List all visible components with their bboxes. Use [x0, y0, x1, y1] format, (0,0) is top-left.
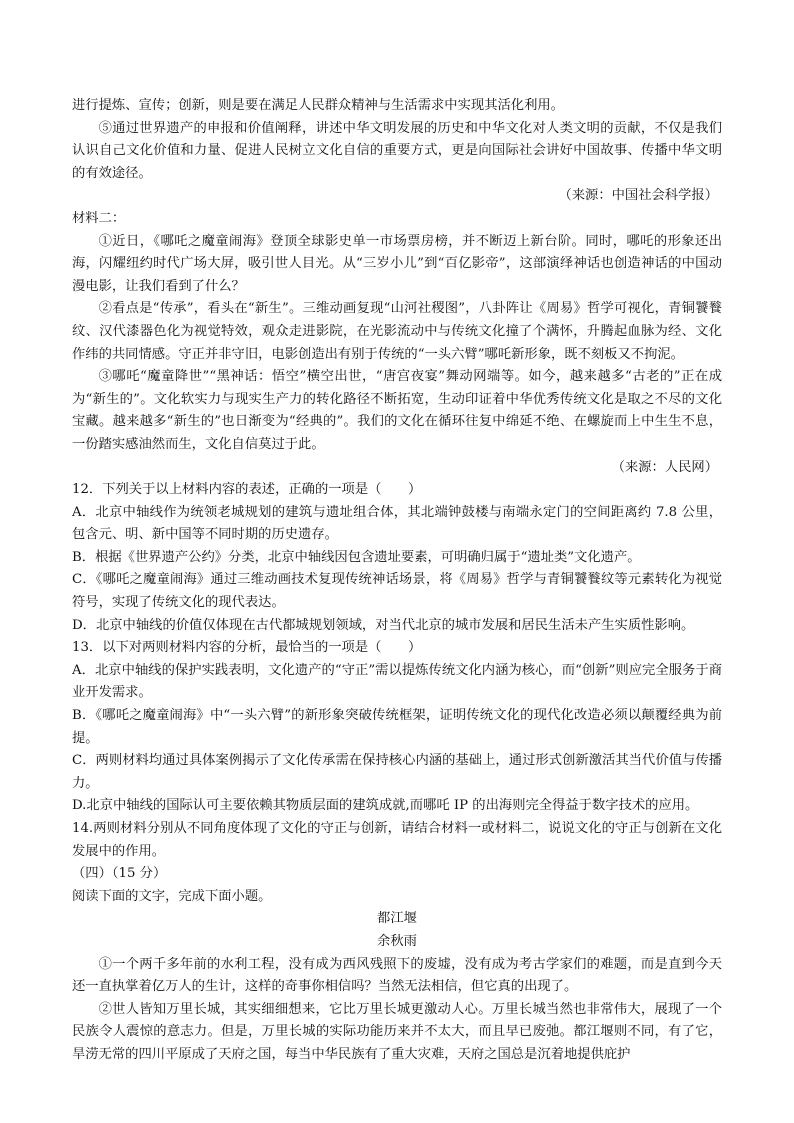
- question-13-option-d: D.北京中轴线的国际认可主要依赖其物质层面的建筑成就,而哪吒 IP 的出海则完全得益于数字技术的应用。: [72, 798, 699, 814]
- material2-paragraph-1: ①近日，《哪吒之魔童闹海》登顶全球影史单一市场票房榜，并不断迈上新台阶。同时，哪吒的形象还出海，闪耀纽约时代广场大屏，吸引世人目光。从“三岁小儿”到“百亿影帝”，这部演绎神话也创造神话的中国动漫电影，让我们看到了什么？: [72, 233, 722, 294]
- material1-paragraph-5: ⑤通过世界遗产的申报和价值阐释，讲述中华文明发展的历史和中华文化对人类文明的贡献，不仅是我们认识自己文化价值和力量、促进人民树立文化自信的重要方式，更是向国际社会讲好中国故事、传播中华文明的有效途径。: [72, 120, 722, 181]
- material2-source: （来源：人民网）: [611, 459, 718, 475]
- material2-paragraph-3: ③哪吒“魔童降世”“黑神话：悟空”横空出世，“唐宫夜宴”舞动网端等。如今，越来越多“古老的”正在成为“新生的”。文化软实力与现实生产力的转化路径不断拓宽，生动印证着中华优秀传统文化是取之不尽的文化宝藏。越来越多“新生的”也日渐变为“经典的”。我们的文化在循环往复中绵延不绝、在螺旋而上中生生不息，一份踏实感油然而生，文化自信莫过于此。: [72, 369, 722, 452]
- question-13-stem: 13．以下对两则材料内容的分析，最恰当的一项是（ ）: [72, 640, 422, 656]
- question-12-stem: 12．下列关于以上材料内容的表述，正确的一项是（ ）: [72, 482, 422, 498]
- question-12-option-d: D．北京中轴线的价值仅体现在古代都城规划领域，对当代北京的城市发展和居民生活未产生实质性影响。: [72, 617, 695, 633]
- material1-source: （来源：中国社会科学报）: [558, 188, 718, 204]
- material2-label: 材料二：: [72, 210, 126, 226]
- question-14-stem: 14.两则材料分别从不同角度体现了文化的守正与创新，请结合材料一或材料二，说说文化的守正与创新在文化发展中的作用。: [72, 821, 722, 859]
- article-paragraph-2: ②世人皆知万里长城，其实细细想来，它比万里长城更激动人心。万里长城当然也非常伟大，展现了一个民族令人震惊的意志力。但是，万里长城的实际功能历来并不太大，而且早已废弛。都江堰则不同，有了它，旱涝无常的四川平原成了天府之国，每当中华民族有了重大灾难，天府之国总是沉着地提供庇护: [72, 1001, 722, 1062]
- article-paragraph-1: ①一个两千多年前的水利工程，没有成为西风残照下的废墟，没有成为考古学家们的难题，而是直到今天还一直执掌着亿万人的生计，这样的奇事你相信吗？当然无法相信，但它真的出现了。: [72, 956, 722, 995]
- material2-paragraph-2: ②看点是“传承”，看头在“新生”。三维动画复现“山河社稷图”，八卦阵让《周易》哲学可视化，青铜饕餮纹、汉代漆器色化为视觉特效，观众走进影院，在光影流动中与传统文化撞了个满怀，升腾起血脉为经、文化作纬的共同情感。守正并非守旧，电影创造出有别于传统的“一头六臂”哪吒新形象，既不刻板又不拘泥。: [72, 301, 722, 362]
- question-12-option-c: C．《哪吒之魔童闹海》通过三维动画技术复现传统神话场景，将《周易》哲学与青铜饕餮纹等元素转化为视觉符号，实现了传统文化的现代表达。: [72, 572, 722, 611]
- article-title: 都江堰: [377, 911, 417, 927]
- question-13-option-c: C．两则材料均通过具体案例揭示了文化传承需在保持核心内涵的基础上，通过形式创新激活其当代价值与传播力。: [72, 753, 722, 791]
- section-4-heading: （四）（15 分）: [72, 866, 167, 882]
- question-12-option-a: A．北京中轴线作为统领老城规划的建筑与遗址组合体，其北端钟鼓楼与南端永定门的空间距离约 7.8 公里，包含元、明、新中国等不同时期的历史遗存。: [72, 504, 722, 543]
- material1-paragraph-end: 进行提炼、宣传；创新，则是要在满足人民群众精神与生活需求中实现其活化利用。: [72, 98, 564, 113]
- question-12-option-b: B．根据《世界遗产公约》分类，北京中轴线因包含遗址要素，可明确归属于“遗址类”文化遗产。: [72, 549, 641, 565]
- question-13-option-b: B．《哪吒之魔童闹海》中“一头六臂”的新形象突破传统框架，证明传统文化的现代化改造必须以颠覆经典为前提。: [72, 708, 722, 746]
- section-4-instruction: 阅读下面的文字，完成下面小题。: [72, 888, 272, 904]
- article-author: 余秋雨: [377, 933, 417, 949]
- question-13-option-a: A．北京中轴线的保护实践表明，文化遗产的“守正”需以提炼传统文化内涵为核心，而“创新”则应完全服务于商业开发需求。: [72, 662, 722, 701]
